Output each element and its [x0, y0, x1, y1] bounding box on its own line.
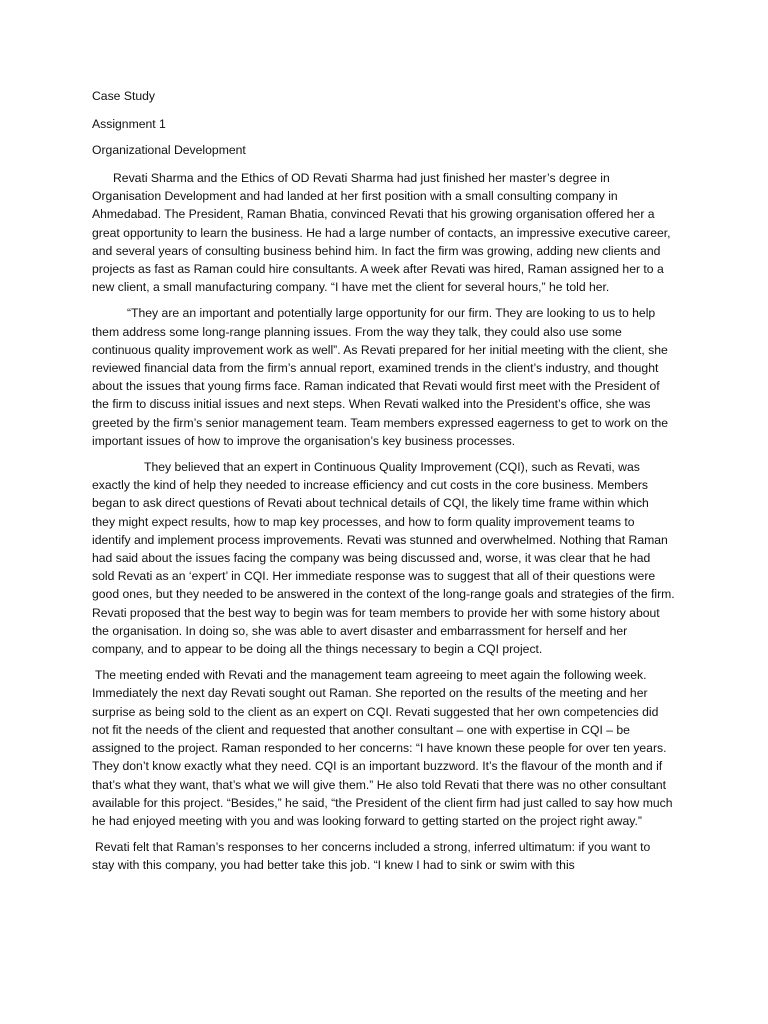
- case-study-heading: Case Study: [92, 89, 156, 103]
- paragraph-3: They believed that an expert in Continuous Quality Improvement (CQI), such as Revati, was exactly the kind of help they needed to increase efficiency and cut costs in the core business. Members began to ask direct questions of Revati about technical details of CQI, the likely time frame within which they might expect results, how to map key processes, and how to form quality improvement teams to identify and implement process improvements. Revati was stunned and overwhelmed. Nothing that Raman had said about the issues facing the company was being discussed and, worse, it was clear that he had sold Revati as an ‘expert’ in CQI. Her immediate response was to suggest that all of their questions were good ones, but they needed to be answered in the context of the long-range goals and strategies of the firm. Revati proposed that the best way to begin was for team members to provide her with some history about the organisation. In doing so, she was able to avert disaster and embarrassment for herself and her company, and to appear to be doing all the things necessary to begin a CQI project.: [92, 460, 675, 657]
- paragraph-2: “They are an important and potentially large opportunity for our firm. They are looking to us to help them address some long-range planning issues. From the way they talk, they could also use some continuous quality improvement work as well”. As Revati prepared for her initial meeting with the client, she reviewed financial data from the firm’s annual report, examined trends in the client’s industry, and thought about the issues that young firms face. Raman indicated that Revati would first meet with the President of the firm to discuss initial issues and next steps. When Revati walked into the President’s office, she was greeted by the firm’s senior management team. Team members expressed eagerness to get to work on the important issues of how to improve the organisation’s key business processes.: [92, 306, 669, 448]
- topic-heading: Organizational Development: [92, 143, 246, 157]
- assignment-heading: Assignment 1: [92, 117, 166, 131]
- paragraph-4: The meeting ended with Revati and the management team agreeing to meet again the following week. Immediately the next day Revati sought out Raman. She reported on the results of the meeting and her surprise as being sold to the client as an expert on CQI. Revati suggested that her own competencies did not fit the needs of the client and requested that another consultant – one with expertise in CQI – be assigned to the project. Raman responded to her concerns: “I have known these people for over ten years. They don’t know exactly what they need. CQI is an important buzzword. It’s the flavour of the month and if that’s what they want, that’s what we will give them.” He also told Revati that there was no other consultant available for this project. “Besides,” he said, “the President of the client firm had just called to say how much he had enjoyed meeting with you and was looking forward to getting started on the project right away.”: [92, 668, 673, 828]
- document-body: [92, 169, 675, 883]
- paragraph-1: Revati Sharma and the Ethics of OD Revati Sharma had just finished her master’s degree in Organisation Development and had landed at her first position with a small consulting company in Ahmedabad. The President, Raman Bhatia, convinced Revati that his growing organisation offered her a great opportunity to learn the business. He had a large number of contacts, an impressive executive career, and several years of consulting business behind him. In fact the firm was growing, adding new clients and projects as fast as Raman could hire consultants. A week after Revati was hired, Raman assigned her to a new client, a small manufacturing company. “I have met the client for several hours,” he told her.: [92, 171, 671, 295]
- paragraph-5: Revati felt that Raman’s responses to her concerns included a strong, inferred ultimatum: if you want to stay with this company, you had better take this job. “I knew I had to sink or swim with this: [92, 840, 651, 873]
